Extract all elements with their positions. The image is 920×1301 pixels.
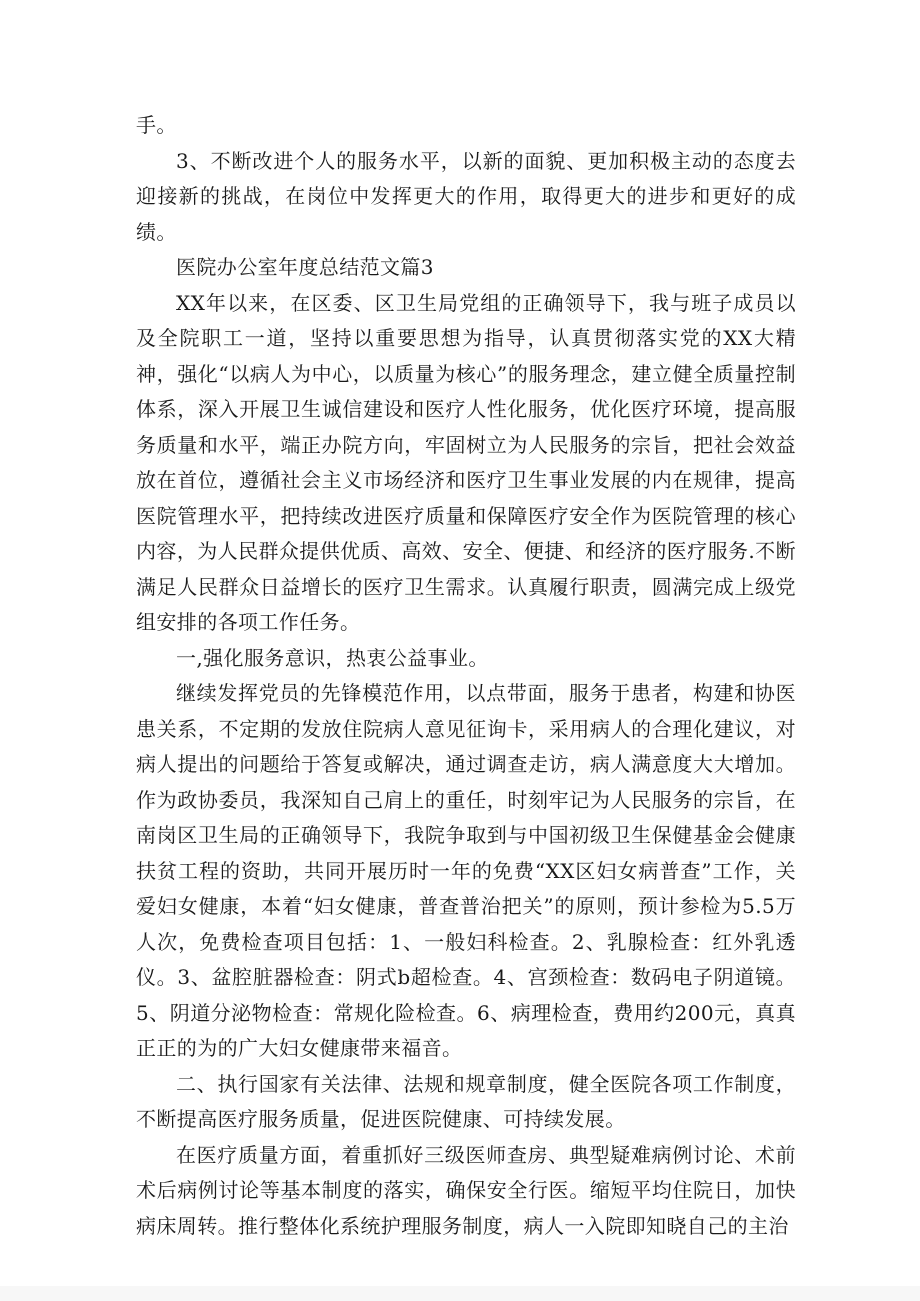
paragraph-service: 继续发挥党员的先锋模范作用，以点带面，服务于患者，构建和协医患关系，不定期的发放住院病人意见征询卡，采用病人的合理化建议，对病人提出的问题给于答复或解决，通过调查走访，病人满意度大大增加。作为政协委员，我深知自己肩上的重任，时刻牢记为人民服务的宗旨，在南岗区卫生局的正确领导下，我院争取到与中国初级卫生保健基金会健康扶贫工程的资助，共同开展历时一年的免费“XX区妇女病普查”工作，关爱妇女健康，本着“妇女健康，普查普治把关”的原则，预计参检为5.5万人次，免费检查项目包括：1、一般妇科检查。2、乳腺检查：红外乳透仪。3、盆腔脏器检查：阴式b超检查。4、宫颈检查：数码电子阴道镜。5、阴道分泌物检查：常规化险检查。6、病理检查，费用约200元，真真正正的为的广大妇女健康带来福音。 — [136, 681, 796, 1060]
paragraph-continuation: 手。 — [136, 113, 177, 137]
paragraph-intro: XX年以来，在区委、区卫生局党组的正确领导下，我与班子成员以及全院职工一道，坚持以重要思想为指导，认真贯彻落实党的XX大精神，强化“以病人为中心，以质量为核心”的服务理念，建立健全质量控制体系，深入开展卫生诚信建设和医疗人性化服务，优化医疗环境，提高服务质量和水平，端正办院方向，牢固树立为人民服务的宗旨，把社会效益放在首位，遵循社会主义市场经济和医疗卫生事业发展的内在规律，提高医院管理水平，把持续改进医疗质量和保障医疗安全作为医院管理的核心内容，为人民群众提供优质、高效、安全、便捷、和经济的医疗服务.不断满足人民群众日益增长的医疗卫生需求。认真履行职责，圆满完成上级党组安排的各项工作任务。 — [136, 290, 796, 634]
document-body — [136, 108, 796, 1244]
subheading-two: 二、执行国家有关法律、法规和规章制度，健全医院各项工作制度，不断提高医疗服务质量，促进医院健康、可持续发展。 — [136, 1071, 796, 1131]
section-heading: 医院办公室年度总结范文篇3 — [176, 255, 434, 279]
paragraph-item-3: 3、不断改进个人的服务水平，以新的面貌、更加积极主动的态度去迎接新的挑战，在岗位中发挥更大的作用，取得更大的进步和更好的成绩。 — [136, 148, 796, 244]
subheading-one: 一,强化服务意识，热衷公益事业。 — [176, 645, 489, 670]
page-bottom-edge — [0, 1286, 920, 1301]
paragraph-quality: 在医疗质量方面，着重抓好三级医师查房、典型疑难病例讨论、术前术后病例讨论等基本制度的落实，确保安全行医。缩短平均住院日，加快病床周转。推行整体化系统护理服务制度，病人一入院即知晓自己的主治 — [136, 1142, 796, 1238]
